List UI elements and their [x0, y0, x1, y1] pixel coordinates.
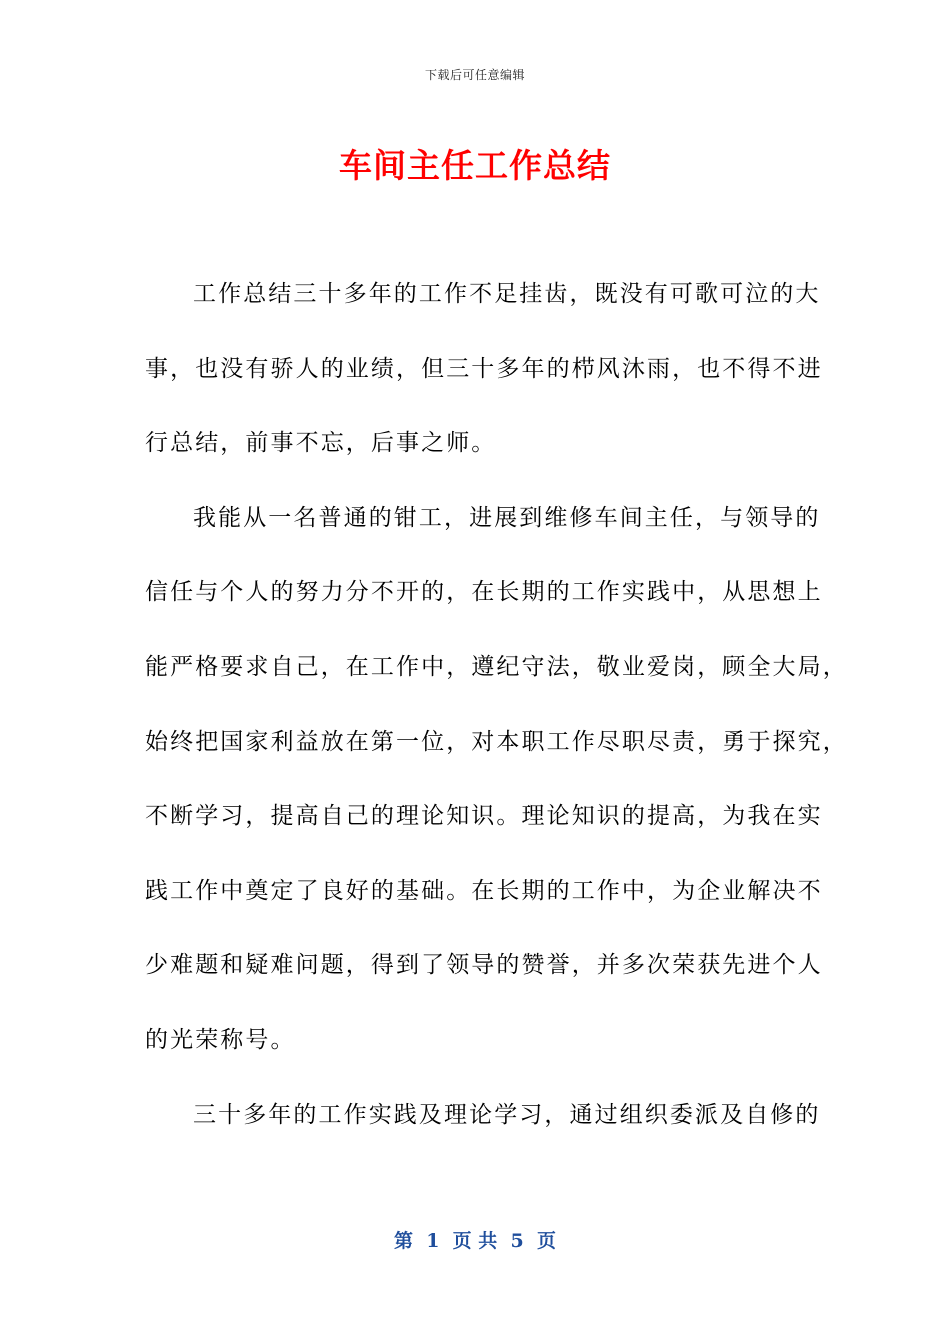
body-line-4: 我能从一名普通的钳工，进展到维修车间主任，与领导的 [193, 504, 821, 531]
body-line-11: 的光荣称号。 [145, 1026, 296, 1053]
body-line-2: 事，也没有骄人的业绩，但三十多年的栉风沐雨，也不得不进 [145, 355, 823, 382]
header-note: 下载后可任意编辑 [424, 68, 525, 82]
body-line-12: 三十多年的工作实践及理论学习，通过组织委派及自修的 [193, 1101, 821, 1128]
body-line-7: 始终把国家利益放在第一位，对本职工作尽职尽责，勇于探究， [145, 728, 848, 755]
body-line-9: 践工作中奠定了良好的基础。在长期的工作中，为企业解决不 [145, 877, 823, 904]
page-footer: 第 1 页 共 5 页 [394, 1230, 556, 1252]
body-line-3: 行总结，前事不忘，后事之师。 [145, 430, 497, 457]
body-line-1: 工作总结三十多年的工作不足挂齿，既没有可歌可泣的大 [193, 281, 821, 307]
body-line-10: 少难题和疑难问题，得到了领导的赞誉，并多次荣获先进个人 [145, 952, 823, 979]
document-body [145, 257, 848, 1152]
document-title: 车间主任工作总结 [339, 146, 611, 185]
body-line-8: 不断学习，提高自己的理论知识。理论知识的提高，为我在实 [145, 803, 823, 830]
body-line-6: 能严格要求自己，在工作中，遵纪守法，敬业爱岗，顾全大局， [145, 653, 848, 680]
body-line-5: 信任与个人的努力分不开的，在长期的工作实践中，从思想上 [145, 579, 823, 606]
